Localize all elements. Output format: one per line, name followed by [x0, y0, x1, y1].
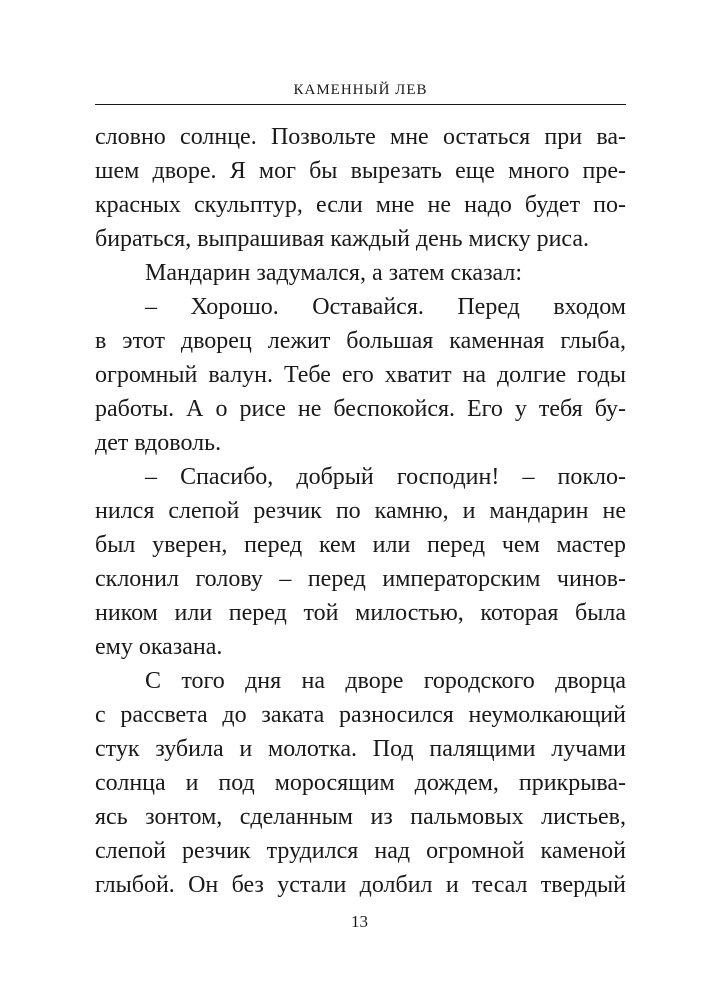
text-line: стук зубила и молотка. Под палящими лучами	[95, 736, 626, 762]
text-line: слепой резчик трудился над огромной каменой	[95, 838, 626, 864]
text-line: огромный валун. Тебе его хватит на долгие годы	[95, 362, 626, 388]
text-line: – Хорошо. Оставайся. Перед входом	[145, 294, 626, 320]
text-line: был уверен, перед кем или перед чем мастер	[95, 532, 626, 558]
text-line: с рассвета до заката разносился неумолкающий	[95, 702, 626, 728]
text-line: шем дворе. Я мог бы вырезать еще много пре-	[95, 158, 626, 184]
text-line: глыбой. Он без устали долбил и тесал твердый	[95, 872, 626, 898]
header-rule	[95, 104, 626, 105]
text-line: словно солнце. Позвольте мне остаться при ва-	[95, 124, 626, 150]
text-line: склонил голову – перед императорским чинов-	[95, 566, 626, 592]
body-text	[95, 120, 626, 902]
text-line: ясь зонтом, сделанным из пальмовых листьев,	[95, 804, 626, 830]
text-line: бираться, выпрашивая каждый день миску риса.	[95, 226, 590, 252]
text-line: солнца и под моросящим дождем, прикрыва-	[95, 770, 626, 796]
text-line: дет вдоволь.	[95, 430, 222, 456]
text-line: ему оказана.	[95, 634, 223, 660]
running-head-title: КАМЕННЫЙ ЛЕВ	[293, 82, 428, 98]
text-line: ником или перед той милостью, которая была	[95, 600, 626, 626]
text-line: работы. А о рисе не беспокойся. Его у тебя бу-	[95, 396, 626, 422]
text-line: Мандарин задумался, а затем сказал:	[145, 260, 523, 286]
text-line: красных скульптур, если мне не надо будет по-	[95, 192, 626, 218]
page-number: 13	[351, 912, 368, 931]
text-line: в этот дворец лежит большая каменная глыба,	[95, 328, 626, 354]
text-line: нился слепой резчик по камню, и мандарин не	[95, 498, 626, 524]
text-line: – Спасибо, добрый господин! – покло-	[145, 464, 626, 490]
text-line: С того дня на дворе городского дворца	[145, 668, 626, 694]
